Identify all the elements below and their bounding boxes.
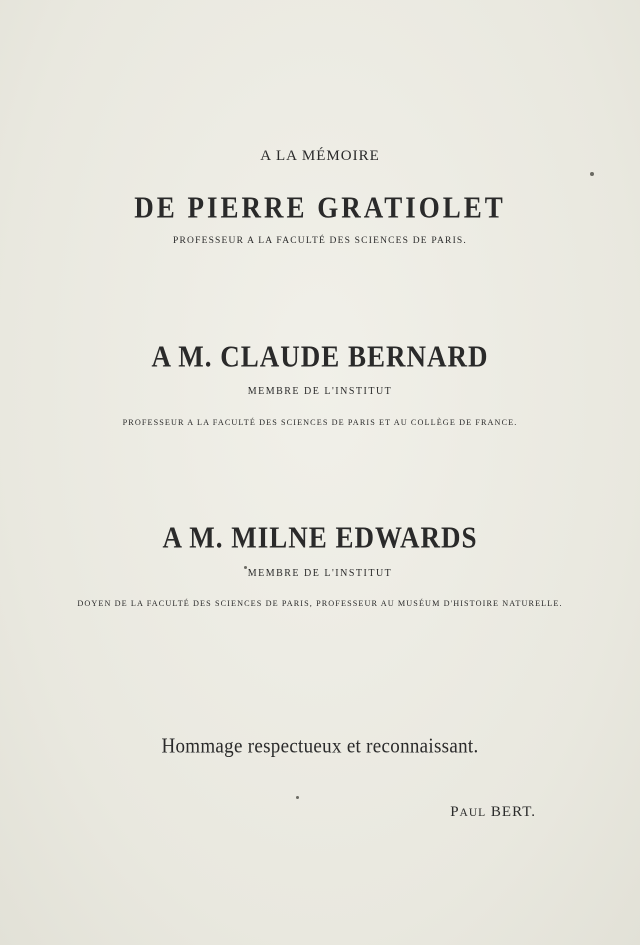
signature [450,804,536,821]
gratiolet-name: DE PIERRE GRATIOLET [134,189,506,225]
signature-last: BERT. [490,804,536,820]
memorial-heading: A LA MÉMOIRE [260,148,380,164]
bernard-membership: MEMBRE DE L'INSTITUT [247,386,393,397]
bernard-title: PROFESSEUR A LA FACULTÉ DES SCIENCES DE PARIS ET AU COLLÈGE DE FRANCE. [122,418,518,427]
edwards-title: DOYEN DE LA FACULTÉ DES SCIENCES DE PARIS, PROFESSEUR AU MUSÉUM D'HISTOIRE NATURELLE. [77,599,563,608]
edwards-membership: MEMBRE DE L'INSTITUT [247,568,393,579]
bernard-name: A M. CLAUDE BERNARD [151,338,489,374]
ink-speck [296,796,299,799]
hommage-line: Hommage respectueux et reconnaissant. [161,734,479,758]
signature-first-rest: AUL [459,807,487,819]
gratiolet-title: PROFESSEUR A LA FACULTÉ DES SCIENCES DE PARIS. [173,236,467,246]
edwards-name: A M. MILNE EDWARDS [162,519,478,555]
signature-initial: P [450,804,460,820]
ink-speck [590,172,594,176]
ink-speck [244,566,247,569]
